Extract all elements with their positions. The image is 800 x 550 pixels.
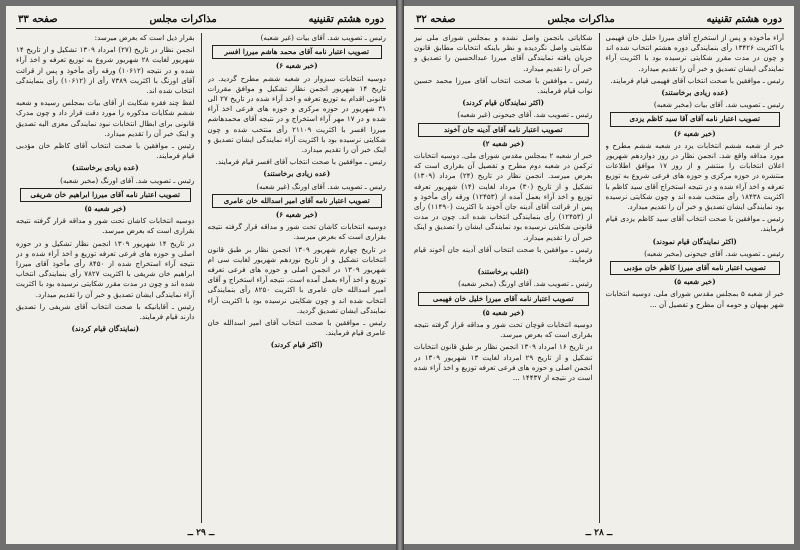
header-session: دوره هشتم تقنینیه — [706, 13, 782, 25]
centered-note: (عده زیادی برخاستند) — [71, 163, 139, 173]
header-title: مذاکرات مجلس — [149, 13, 217, 25]
paragraph: رئیس ـ موافقین با صحت انتخاب آقای فهیمی قیام فرمایند. — [610, 75, 784, 85]
paragraph: رئیس ـ آقایانیکه با صحت انتخاب آقای شریفی را تصدیق دارند قیام فرمایند. — [16, 301, 195, 322]
paragraph: دوسیه انتخابات کاشان تحت شور و مداقه قرار گرفته نتیجه بقراری است که بعرض میرسد. — [16, 216, 195, 236]
page-header — [16, 10, 386, 29]
paragraph: رئیس ـ موافقین با صحت انتخاب آقای سید کاظم یزدی قیام فرمایند. — [605, 214, 784, 234]
credential-approval-heading: تصویب اعتبار نامه آقای امیر اسدالله خان عامری — [212, 194, 383, 208]
centered-note: (خبر شعبه ۶) — [275, 210, 318, 220]
centered-note: (خبر شعبه ۶) — [275, 61, 318, 71]
text-columns — [16, 33, 386, 523]
centered-note: (عده زیادی برخاستند) — [661, 88, 729, 98]
centered-note: (اغلب برخاستند) — [477, 267, 529, 277]
centered-note: (خبر شعبه ۵) — [482, 307, 525, 317]
centered-note: (خبر شعبه ۵) — [84, 204, 127, 214]
centered-note: (خبر شعبه ۶) — [673, 128, 716, 138]
right-page — [404, 6, 794, 544]
paragraph: آراء مأخوذه و پس از استخراج آقای میرزا خلیل خان فهیمی با اکثریت ۱۳۴۲۶ رأی بنمایندگی دوره هشتم انتخاب شده اند و چون در مدت مقرر شکایتی نرسیده بود با اکثریت آراء نمایندگی ایشان تصدیق و خبر آن را تقدیم میدارد. — [605, 33, 784, 73]
credential-approval-heading: تصویب اعتبار نامه آقای آدینه جان آخوند — [418, 123, 589, 137]
paragraph: در تاریخ ۱۶ امرداد ۱۳۰۹ انجمن نظار بر طبق قانون انتخابات تشکیل و از تاریخ ۲۹ امرداد لغایت ۱۳ شهریور ۱۳۰۹ در انجمن اصلی و حوزه های فرعی تعرفه توزیع و اخذ آراء شده است در نتیجه از ۱۴۴۳۷ ... — [414, 342, 593, 383]
centered-note: (خبر شعبه ۵) — [673, 277, 716, 287]
text-column-left — [414, 33, 593, 523]
paragraph: بقرار ذیل است که بعرض میرسد: — [94, 33, 195, 42]
page-footer-number: ــ ۲۹ ــ — [187, 528, 215, 538]
centered-note: (خبر شعبه ۲) — [482, 138, 525, 148]
paragraph: لفظ چند فقره شکایت از آقای بیات بمجلس رسیده و شعبه ششم شکایات مذکوره را مورد دقت قرار داد و چون مدرک قانونی برای ابطال انتخابات نبود نمایندگی معزی الیه تصدیق و اینک خبر آن را تقدیم میدارد. — [16, 98, 195, 138]
page-footer-number: ــ ۲۸ ــ — [585, 528, 613, 538]
header-page-number: صفحه ۳۳ — [18, 13, 58, 25]
paragraph: رئیس ـ تصویب شد. آقای اورنگ (مخبر شعبه) — [60, 175, 195, 185]
paragraph: انجمن نظار در تاریخ (۲۷) امرداد ۱۳۰۹ تشکیل و از تاریخ ۱۴ شهریور لغایت ۲۸ شهریور شروع به توزیع تعرفه و اخذ آراء شده و در نتیجه (۱۰۶۱۲) ورقه رأی مأخوذ و پس از قرائت آقای اورنگ با اکثریت ۷۳۸۹ رأی از (۱۰۶۱۲) رأی بنمایندگی انتخاب شده اند. — [16, 45, 195, 96]
text-column-right — [606, 33, 785, 523]
page-header — [414, 10, 784, 29]
paragraph: دوسیه انتخابات قوچان تحت شور و مداقه قرار گرفته نتیجه بقراری است که بعرض میرسد. — [414, 320, 593, 340]
header-title: مذاکرات مجلس — [547, 13, 615, 25]
paragraph: رئیس ـ تصویب شد. آقای جیحونی (مخبر شعبه) — [644, 248, 784, 258]
centered-note: (اکثر قیام کردند) — [270, 340, 323, 350]
paragraph: رئیس ـ تصویب شد. آقای اورنگ (غیر شعبه) — [256, 181, 386, 191]
paragraph: در تاریخ ۱۴ شهریور ۱۳۰۹ انجمن نظار تشکیل و در حوزه اصلی و حوزه های فرعی تعرفه توزیع و اخذ آراء شده و در نتیجه آراء استخراج شده از ۸۴۵۰ رأی مأخوذ آقای میرزا ابراهیم خان شریفی با اکثریت ۷۸۲۷ رأی بنمایندگی انتخاب شده اند و چون در مدت مقرر شکایتی نرسیده بود با اکثریت آراء نمایندگی ایشان تصدیق و خبر آن را تقدیم میدارد. — [16, 238, 195, 299]
text-column-right — [208, 33, 387, 523]
credential-approval-heading: تصویب اعتبار نامه آقای آقا سید کاظم یزدی — [610, 112, 781, 126]
paragraph: رئیس ـ تصویب شد. آقای بیات (غیر شعبه) — [260, 33, 386, 42]
header-page-number: صفحه ۳۲ — [416, 13, 456, 25]
centered-note: (نمایندگان قیام کردند) — [71, 324, 140, 334]
credential-approval-heading: تصویب اعتبار نامه آقای میرزا ابراهیم خان شریفی — [20, 188, 191, 202]
text-column-left — [16, 33, 195, 523]
centered-note: (اکثر نمایندگان قیام نمودند) — [652, 236, 737, 246]
paragraph: رئیس ـ موافقین با صحت انتخاب آقای آدینه جان آخوند قیام فرمایند. — [414, 244, 593, 265]
paragraph: رئیس ـ موافقین با صحت انتخاب آقای امیر اسدالله خان عامری قیام فرمایند. — [207, 318, 386, 338]
paragraph: رئیس ـ موافقین با صحت انتخاب آقای میرزا محمد حسین نواب قیام فرمایند. — [414, 75, 593, 96]
credential-approval-heading: تصویب اعتبار نامه آقای محمد هاشم میرزا افسر — [212, 45, 383, 59]
text-columns — [414, 33, 784, 523]
column-divider — [201, 33, 202, 523]
book-gutter — [396, 0, 404, 550]
header-session: دوره هشتم تقنینیه — [308, 13, 384, 25]
paragraph: رئیس ـ موافقین با صحت انتخاب آقای کاظم خان مؤدبی قیام فرمایند. — [16, 141, 195, 161]
paragraph: خبر از شعبه ۲ بمجلس مقدس شورای ملی. دوسیه انتخابات ترکمن در شعبه دوم مطرح و تفصیل آن بقراری است که بعرض میرسد. انجمن نظار در تاریخ (۲۴) مرداد (۱۳۰۹) تشکیل و از تاریخ (۳۰) مرداد لغایت (۱۴) شهریور تعرفه توزیع و اخذ آراء بعمل آمده از (۱۲۴۵۳) ورقه رأی مأخوذ و پس از قرائت آقای آدینه جان آخوند با اکثریت (۱۱۴۹۰) رأی از (۱۲۴۵۳) رأی بنمایندگی انتخاب شده اند. چون در مدت قانونی شکایتی نرسیده بود نمایندگی ایشان را تصدیق و اینک خبر آن را تقدیم میدارد. — [414, 151, 593, 242]
centered-note: (عده زیادی برخاستند) — [263, 169, 331, 179]
paragraph: خبر از شعبه ششم انتخابات یزد در شعبه ششم مطرح و مورد مداقه واقع شد. انجمن نظار در روز دوازدهم شهریور اعلان انتخابات را منتشر و از روز ۱۷ موافق اطلاعات منتشره در حوزه مرکزی و حوزه های فرعی شروع به توزیع تعرفه و اخذ آراء شده و در نتیجه استخراج آقای سید کاظم با اکثریت ۱۸۴۳۸ رأی منتخب شده اند و چون شکایتی نرسیده بود نمایندگی ایشان تصدیق و خبر آن را تقدیم میدارد. — [605, 140, 784, 212]
credential-approval-heading: تصویب اعتبار نامه آقای میرزا خلیل خان فهیمی — [418, 292, 589, 306]
paragraph: رئیس ـ تصویب شد. آقای جیحونی (غیر شعبه) — [457, 110, 593, 120]
paragraph: رئیس ـ تصویب شد. آقای بیات (مخبر شعبه) — [653, 100, 784, 110]
paragraph: شکایاتی بانجمن واصل نشده و بمجلس شورای ملی نیز شکایتی واصل نگردیده و نظر باینکه انتخابات مطابق قانون جریان یافته نمایندگی آقای میرزا عبدالحسین را تصدیق و خبر آن را تقدیم میدارد. — [414, 33, 593, 73]
paragraph: رئیس ـ موافقین با صحت انتخاب آقای افسر قیام فرمایند. — [215, 157, 386, 167]
paragraph: رئیس ـ تصویب شد. آقای اورنگ (مخبر شعبه) — [458, 279, 593, 289]
paragraph: در تاریخ چهارم شهریور ۱۳۰۹ انجمن نظار بر طبق قانون انتخابات تشکیل و از تاریخ نوزدهم شهریور لغایت سی ام شهریور ۱۳۰۹ در انجمن اصلی و حوزه های فرعی تعرفه توزیع و اخذ آراء بعمل آمده است. نتیجه آراء استخراج و آقای امیر اسدالله خان عامری با اکثریت ۸۲۵۰ رأی بنمایندگی انتخاب شده اند و چون شکایتی نرسیده بود با اکثریت آراء نمایندگی ایشان تصدیق گردید. — [207, 244, 386, 315]
paragraph: دوسیه انتخابات کاشان تحت شور و مداقه قرار گرفته نتیجه بقراری است که بعرض میرسد. — [207, 222, 386, 242]
paragraph: دوسیه انتخابات سبزوار در شعبه ششم مطرح گردید. در تاریخ ۱۴ شهریور انجمن نظار تشکیل و موافق مقررات قانونی اقدام به توزیع تعرفه و اخذ آراء شده در تاریخ ۲۷ الی ۳۱ شهریور در حوزه مرکزی و حوزه های فرعی اخذ آراء شده و در ۱۷ مهر آراء استخراج و در نتیجه آقای محمدهاشم میرزا افسر با اکثریت ۲۱۱۰۹ رأی منتخب شده و چون شکایتی نرسیده بود با اکثریت آراء نمایندگی ایشان تصدیق و اینک خبر آن را تقدیم میدارد. — [207, 73, 386, 155]
left-page — [6, 6, 396, 544]
centered-note: (اکثر نمایندگان قیام کردند) — [462, 98, 545, 108]
credential-approval-heading: تصویب اعتبار نامه آقای میرزا کاظم خان مؤدبی — [610, 261, 781, 275]
paragraph: خبر از شعبه ۵ بمجلس مقدس شورای ملی. دوسیه انتخابات شهر بهبهان و حومه آن مطرح و تفصیل آن ... — [605, 289, 784, 309]
column-divider — [599, 33, 600, 523]
